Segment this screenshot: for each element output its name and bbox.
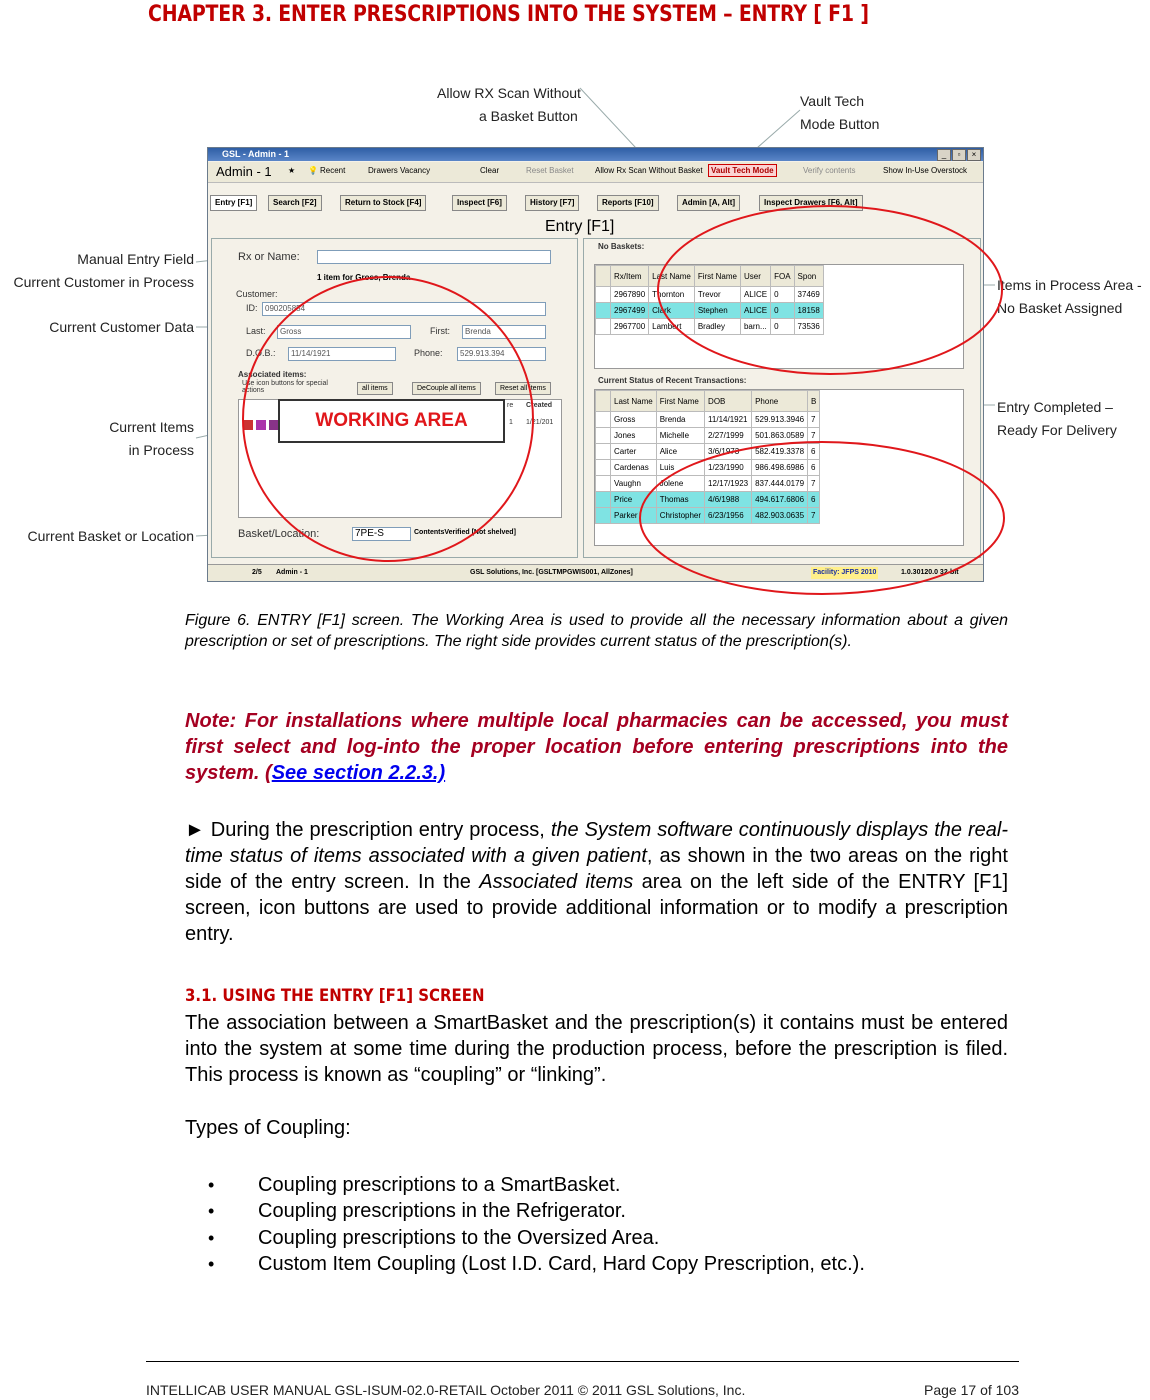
table-cell: 1/23/1990 <box>705 460 752 476</box>
phone-field[interactable]: 529.913.394 <box>457 347 546 361</box>
table-cell: Michelle <box>656 428 704 444</box>
first-label: First: <box>430 326 450 336</box>
tab-return-to-stock[interactable]: Return to Stock [F4] <box>340 195 426 211</box>
table-cell: 7 <box>808 412 820 428</box>
lightbulb-icon[interactable]: 💡 <box>308 166 318 175</box>
reset-basket-button[interactable]: Reset Basket <box>526 166 574 175</box>
assoc-col-created: Created <box>526 402 553 409</box>
star-icon[interactable]: ★ <box>288 166 296 175</box>
phone-label: Phone: <box>414 348 443 358</box>
window-titlebar: GSL - Admin - 1 <box>208 148 983 161</box>
no-baskets-column-header[interactable]: User <box>740 266 770 287</box>
dob-field[interactable]: 11/14/1921 <box>288 347 396 361</box>
basket-location-label: Basket/Location: <box>238 528 320 540</box>
vault-tech-mode-button[interactable]: Vault Tech Mode <box>708 164 777 177</box>
table-cell: 6 <box>808 492 820 508</box>
status-company: GSL Solutions, Inc. [GSLTMPGWIS001, AllZones] <box>470 569 633 576</box>
list-item: • Coupling prescriptions in the Refrigerator. <box>185 1198 865 1224</box>
table-cell: 7 <box>808 428 820 444</box>
dob-label: D.O.B.: <box>246 348 276 358</box>
callout-text: Items in Process Area - <box>997 277 1142 293</box>
callout-text: Vault Tech <box>800 93 865 109</box>
recent-column-header[interactable]: Phone <box>752 391 808 412</box>
table-cell: 3/6/1973 <box>705 444 752 460</box>
status-page: 2/5 <box>252 569 262 576</box>
tab-inspect[interactable]: Inspect [F6] <box>452 195 507 211</box>
completed-area-ellipse <box>640 442 1004 594</box>
recent-button[interactable]: Recent <box>320 166 346 175</box>
table-cell: 582.419.3378 <box>752 444 808 460</box>
status-facility: Facility: JFPS 2010 <box>811 567 878 579</box>
no-baskets-label: No Baskets: <box>598 242 645 251</box>
recent-column-header[interactable]: DOB <box>705 391 752 412</box>
id-label: ID: <box>246 303 258 313</box>
last-label: Last: <box>246 326 266 336</box>
table-cell: 501.863.0589 <box>752 428 808 444</box>
table-cell: 6/23/1956 <box>705 508 752 524</box>
footer-divider <box>146 1361 1019 1362</box>
callout-basket: Current Basket or Location <box>27 528 194 544</box>
callout-text: Entry Completed – <box>997 399 1113 415</box>
list-item: • Coupling prescriptions to a SmartBasket. <box>185 1172 865 1198</box>
figure-caption: Figure 6. ENTRY [F1] screen. The Working Area is used to provide all the necessary information about a given prescription or set of prescriptions. The right side provides current status of the prescription(s). <box>185 612 1008 650</box>
no-baskets-column-header[interactable]: Last Name <box>649 266 695 287</box>
table-cell: Gross <box>611 412 657 428</box>
page-number: Page 17 of 103 <box>924 1382 1019 1398</box>
assoc-cell: 1 <box>509 419 513 426</box>
no-baskets-column-header[interactable]: FOA <box>771 266 794 287</box>
entry-title: Entry [F1] <box>545 218 615 235</box>
verify-contents-button[interactable]: Verify contents <box>803 166 856 175</box>
clear-button[interactable]: Clear <box>480 166 500 175</box>
table-cell: barn... <box>740 319 770 335</box>
table-cell: Cardenas <box>611 460 657 476</box>
callout-text: Ready For Delivery <box>997 422 1117 438</box>
para-text: area on the left side of the ENTRY [F1] screen, icon buttons are used to provide additional information or to modify a prescription entry. <box>185 871 1009 945</box>
table-cell: 0 <box>771 287 794 303</box>
table-cell: 494.617.6806 <box>752 492 808 508</box>
types-heading: Types of Coupling: <box>185 1117 351 1139</box>
table-cell: Thornton <box>649 287 695 303</box>
callout-text: Mode Button <box>800 116 880 132</box>
table-cell: Jolene <box>656 476 704 492</box>
table-cell: 11/14/1921 <box>705 412 752 428</box>
maximize-icon[interactable]: ▫ <box>952 149 966 161</box>
table-cell: 6 <box>808 460 820 476</box>
tab-admin[interactable]: Admin [A, Alt] <box>677 195 740 211</box>
callout-text: Current Customer in Process <box>13 274 194 290</box>
table-cell: 6 <box>808 444 820 460</box>
table-cell: Vaughn <box>611 476 657 492</box>
table-cell: 7 <box>808 508 820 524</box>
table-cell: Luis <box>656 460 704 476</box>
status-version: 1.0.30120.0 32-bit <box>901 569 959 576</box>
entry-process-paragraph <box>185 817 1008 947</box>
admin-label: Admin - 1 <box>216 164 272 179</box>
tab-search[interactable]: Search [F2] <box>268 195 322 211</box>
table-cell: Trevor <box>694 287 740 303</box>
chapter-title: CHAPTER 3. ENTER PRESCRIPTIONS INTO THE SYSTEM – ENTRY [ F1 ] <box>148 2 869 27</box>
assoc-col-re: re <box>507 402 514 409</box>
callout-text: in Process <box>128 442 194 458</box>
highlight-ellipses <box>0 0 1150 600</box>
table-cell: Carter <box>611 444 657 460</box>
first-name-field[interactable]: Brenda <box>462 325 546 339</box>
table-cell: 986.498.6986 <box>752 460 808 476</box>
table-cell: 529.913.3946 <box>752 412 808 428</box>
rx-name-label: Rx or Name: <box>238 251 300 263</box>
allow-rx-scan-button[interactable]: Allow Rx Scan Without Basket <box>595 166 703 175</box>
table-cell: Jones <box>611 428 657 444</box>
table-cell: Thomas <box>656 492 704 508</box>
drawers-vacancy-button[interactable]: Drawers Vacancy <box>368 166 431 175</box>
note-paragraph <box>185 708 1008 786</box>
table-cell: 37469 <box>794 287 823 303</box>
associated-hint: Use icon buttons for special actions <box>242 380 328 394</box>
table-cell: 2/27/1999 <box>705 428 752 444</box>
table-cell: 2967890 <box>611 287 649 303</box>
decouple-all-button[interactable]: DeCouple all items <box>412 382 481 395</box>
tab-history[interactable]: History [F7] <box>525 195 579 211</box>
reset-all-button[interactable]: Reset all items <box>495 382 551 395</box>
table-cell: Clark <box>649 303 695 319</box>
para-italic: the System software continuously displays the real-time status of items associated with a given patient <box>185 819 1008 867</box>
table-cell: 0 <box>771 319 794 335</box>
basket-location-field[interactable]: 7PE-S <box>352 527 411 541</box>
recent-column-header[interactable]: First Name <box>656 391 704 412</box>
tab-entry[interactable]: Entry [F1] <box>210 195 257 211</box>
table-cell: Christopher <box>656 508 704 524</box>
show-inuse-overstock-button[interactable]: Show In-Use Overstock <box>883 166 968 175</box>
para-text: , as shown in the two areas on the right side of the entry screen. In the <box>185 845 1008 893</box>
table-cell: 12/17/1923 <box>705 476 752 492</box>
contents-status: ContentsVerified [Not shelved] <box>414 529 516 536</box>
id-field[interactable]: 090205854 <box>262 302 546 316</box>
no-baskets-column-header[interactable]: Rx/Item <box>611 266 649 287</box>
coupling-paragraph: The association between a SmartBasket and the prescription(s) it contains must be entered into the system at some time during the production process, before the prescription is filed. This process is known as “coupling” or “linking”. <box>185 1012 1008 1086</box>
last-name-field[interactable]: Gross <box>277 325 411 339</box>
callout-text: Manual Entry Field <box>77 251 194 267</box>
working-area-label: WORKING AREA <box>278 399 505 443</box>
table-cell: 2967499 <box>611 303 649 319</box>
tab-reports[interactable]: Reports [F10] <box>597 195 659 211</box>
callout-text: Allow RX Scan Without <box>437 85 581 101</box>
callout-customer-data: Current Customer Data <box>49 319 194 335</box>
list-item: • Custom Item Coupling (Lost I.D. Card, Hard Copy Prescription, etc.). <box>185 1251 865 1277</box>
associated-items-label: Associated items: <box>238 370 307 379</box>
see-section-link[interactable]: See section 2.2.3.) <box>271 762 446 784</box>
no-baskets-column-header[interactable]: First Name <box>694 266 740 287</box>
recent-transactions-label: Current Status of Recent Transactions: <box>598 376 747 385</box>
all-items-button[interactable]: all items <box>357 382 393 395</box>
table-cell: Brenda <box>656 412 704 428</box>
list-item: • Coupling prescriptions to the Oversized Area. <box>185 1225 865 1251</box>
items-for-text: 1 item for Gross, Brenda <box>317 273 411 282</box>
table-cell: ALICE <box>740 287 770 303</box>
recent-column-header[interactable]: B <box>808 391 820 412</box>
table-cell: Bradley <box>694 319 740 335</box>
table-cell: Alice <box>656 444 704 460</box>
assoc-cell: 1/21/201 <box>526 419 554 426</box>
table-cell: Parker <box>611 508 657 524</box>
coupling-types-list <box>185 1172 865 1277</box>
status-user: Admin - 1 <box>276 569 308 576</box>
table-cell: ALICE <box>740 303 770 319</box>
callout-text: Current Items <box>109 419 194 435</box>
table-cell: 0 <box>771 303 794 319</box>
table-cell: Lambert <box>649 319 695 335</box>
table-cell: Price <box>611 492 657 508</box>
callout-text: No Basket Assigned <box>997 300 1123 316</box>
minimize-icon[interactable]: _ <box>937 149 951 161</box>
table-cell: 73536 <box>794 319 823 335</box>
no-baskets-column-header[interactable]: Spon <box>794 266 823 287</box>
customer-label: Customer: <box>236 289 278 299</box>
close-icon[interactable]: × <box>967 149 981 161</box>
table-cell: Stephen <box>694 303 740 319</box>
recent-column-header[interactable]: Last Name <box>611 391 657 412</box>
table-cell: 7 <box>808 476 820 492</box>
page-footer <box>146 1382 1019 1398</box>
section-heading: 3.1. USING THE ENTRY [F1] SCREEN <box>185 986 485 1006</box>
table-cell: 837.444.0179 <box>752 476 808 492</box>
para-italic: Associated items <box>479 871 634 893</box>
table-cell: 4/6/1988 <box>705 492 752 508</box>
note-text: Note: For installations where multiple local pharmacies can be accessed, you must first select and log-into the proper location before entering prescriptions into the system. ( <box>185 710 1008 784</box>
table-cell: 18158 <box>794 303 823 319</box>
para-marker: ► During the prescription entry process, <box>185 819 551 841</box>
table-cell: 2967700 <box>611 319 649 335</box>
callout-text: a Basket Button <box>479 108 578 124</box>
table-cell: 482.903.0635 <box>752 508 808 524</box>
process-area-ellipse <box>658 206 1002 374</box>
tab-inspect-drawers[interactable]: Inspect Drawers [F6, Alt] <box>759 195 863 211</box>
footer-left: INTELLICAB USER MANUAL GSL-ISUM-02.0-RETAIL October 2011 © 2011 GSL Solutions, Inc. <box>146 1382 746 1398</box>
